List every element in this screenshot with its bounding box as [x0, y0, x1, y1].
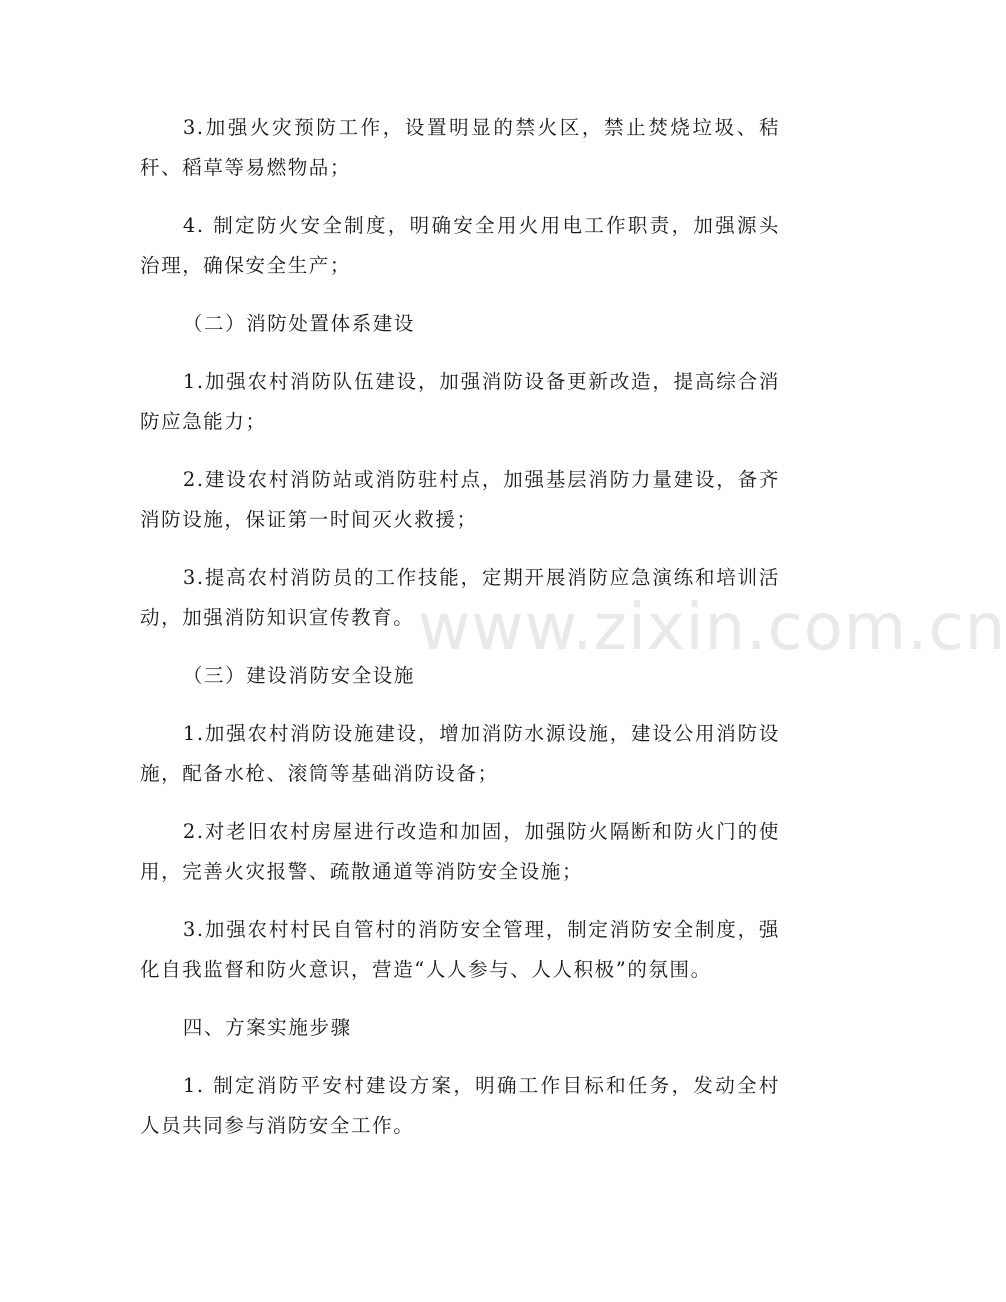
- paragraph-fire-prevention-zones: 3.加强火灾预防工作，设置明显的禁火区，禁止焚烧垃圾、秸秆、稻草等易燃物品；: [140, 116, 780, 179]
- document-body: [140, 108, 780, 1164]
- paragraph-firefighter-skills: 3.提高农村消防员的工作技能，定期开展消防应急演练和培训活动，加强消防知识宣传教育。: [140, 566, 780, 629]
- watermark-text: www.zixin.com.cn: [418, 591, 1006, 665]
- paragraph-fire-safety-system: 4. 制定防火安全制度，明确安全用火用电工作职责，加强源头治理，确保安全生产；: [140, 214, 780, 277]
- section-heading-safety-facilities: （三）建设消防安全设施: [182, 664, 415, 687]
- paragraph-old-house-renovation: 2.对老旧农村房屋进行改造和加固，加强防火隔断和防火门的使用，完善火灾报警、疏散通道等消防安全设施；: [140, 820, 780, 883]
- paragraph-fire-team-building: 1.加强农村消防队伍建设，加强消防设备更新改造，提高综合消防应急能力；: [140, 370, 780, 433]
- paragraph-village-self-management: 3.加强农村村民自管村的消防安全管理，制定消防安全制度，强化自我监督和防火意识，营造“人人参与、人人积极”的氛围。: [140, 918, 780, 981]
- paragraph-plan-formulation: 1. 制定消防平安村建设方案，明确工作目标和任务，发动全村人员共同参与消防安全工作。: [140, 1074, 780, 1137]
- paragraph-fire-station-building: 2.建设农村消防站或消防驻村点，加强基层消防力量建设，备齐消防设施，保证第一时间灭火救援；: [140, 468, 780, 531]
- paragraph-facility-construction: 1.加强农村消防设施建设，增加消防水源设施，建设公用消防设施，配备水枪、滚筒等基础消防设备；: [140, 722, 780, 785]
- section-heading-disposal-system: （二）消防处置体系建设: [182, 312, 415, 335]
- section-heading-implementation-steps: 四、方案实施步骤: [182, 1016, 352, 1039]
